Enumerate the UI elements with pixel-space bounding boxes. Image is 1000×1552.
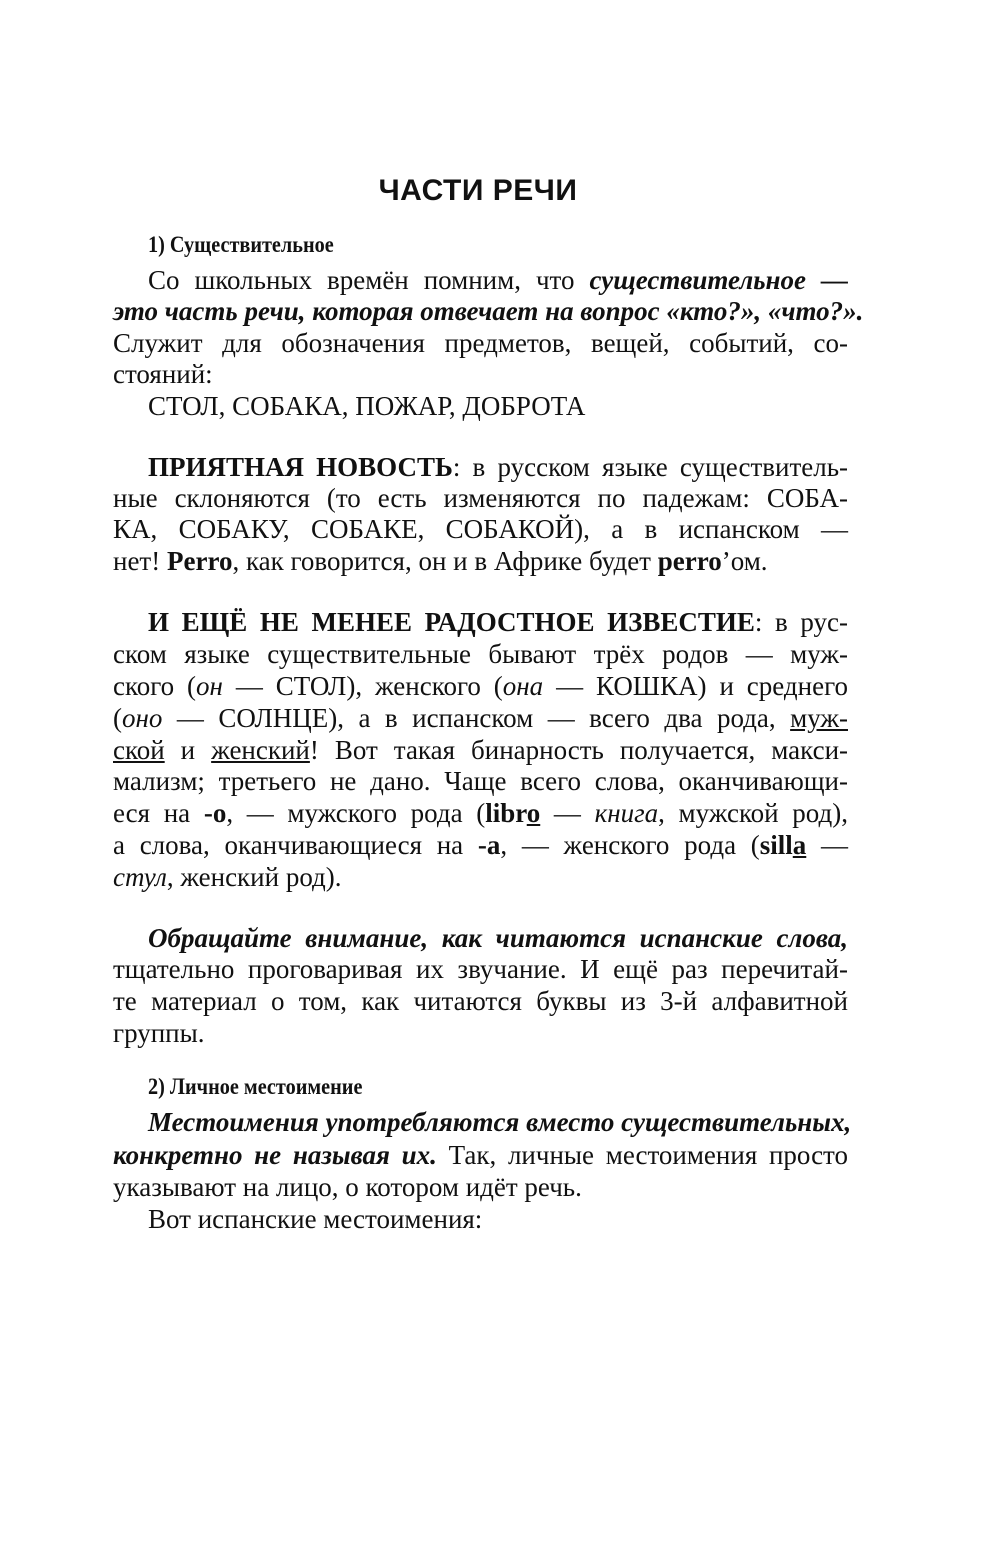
text-run: Так, личные местоимения просто: [436, 1140, 848, 1170]
text-run: ! Вот такая бинарность получается, макси-: [309, 735, 849, 765]
text-run: тщательно проговаривая их звучание. И ещё раз перечитай-: [113, 954, 848, 984]
text-run: perro: [657, 546, 722, 576]
text-run: ской: [113, 735, 165, 765]
text-run: СТОЛ, СОБАКА, ПОЖАР, ДОБРОТА: [148, 391, 586, 421]
text-line: [113, 953, 848, 985]
text-run: книга: [594, 798, 659, 828]
text-run: ные склоняются (то есть изменяются по падежам: СОБА-: [113, 483, 848, 513]
text-run: она: [502, 671, 544, 701]
section-heading-noun: 1) Существительное: [148, 232, 334, 257]
text-run: еся на: [113, 798, 204, 828]
text-line: [113, 702, 848, 734]
text-line: [113, 545, 848, 577]
text-line: [113, 358, 848, 390]
text-run: , мужской род),: [658, 798, 849, 828]
text-run: : в рус-: [754, 607, 848, 637]
text-run: Обращайте внимание, как читаются испанские слова,: [148, 923, 848, 953]
text-run: ПРИЯТНАЯ НОВОСТЬ: [148, 452, 453, 482]
text-run: И ЕЩЁ НЕ МЕНЕЕ РАДОСТНОЕ ИЗВЕСТИЕ: [148, 607, 755, 637]
text-run: (: [113, 703, 122, 733]
text-line: [113, 1017, 848, 1049]
text-run: sill: [759, 830, 793, 860]
text-line: [113, 861, 848, 893]
text-run: КА, СОБАКУ, СОБАКЕ, СОБАКОЙ), а в испанском —: [113, 514, 848, 544]
text-run: -о: [203, 798, 227, 828]
text-line: [148, 606, 848, 638]
text-run: это часть речи, которая отвечает на вопрос «кто?», «что?».: [113, 296, 864, 326]
text-line: [113, 482, 848, 514]
text-run: , как говорится, он и в Африке будет: [232, 546, 658, 576]
text-run: стояний:: [113, 359, 213, 389]
text-run: , женский род).: [166, 862, 342, 892]
section-heading-pronoun: 2) Личное местоимение: [148, 1074, 363, 1099]
text-run: существительное —: [589, 265, 848, 295]
text-run: Местоимения употребляются вместо существительных,: [148, 1107, 852, 1137]
text-line: [113, 295, 864, 327]
text-run: , — мужского рода (: [226, 798, 486, 828]
text-line: [148, 451, 848, 483]
text-line: [148, 264, 848, 296]
text-run: o: [526, 798, 541, 828]
text-run: ’ом.: [721, 546, 768, 576]
text-run: Служит для обозначения предметов, вещей, событий, со-: [113, 328, 848, 358]
text-run: : в русском языке существитель-: [452, 452, 849, 482]
text-run: а слова, оканчивающиеся на: [113, 830, 478, 860]
text-run: ского (: [113, 671, 197, 701]
text-run: конкретно не называя их.: [113, 1140, 437, 1170]
text-line: [148, 1203, 848, 1235]
text-line: [148, 1106, 852, 1138]
text-line: [113, 638, 848, 670]
text-line: [113, 1139, 848, 1171]
text-line: [113, 670, 848, 702]
text-run: a: [792, 830, 807, 860]
text-run: Вот испанские местоимения:: [148, 1204, 483, 1234]
text-run: Perro: [166, 546, 233, 576]
text-run: те материал о том, как читаются буквы из 3-й алфавитной: [113, 986, 848, 1016]
text-line: [148, 922, 848, 954]
text-run: стул: [113, 862, 167, 892]
text-line: [113, 797, 848, 829]
text-run: и: [164, 735, 212, 765]
text-run: мализм; третьего не дано. Чаще всего слова, оканчивающи-: [113, 766, 848, 796]
text-run: группы.: [113, 1018, 205, 1048]
text-run: указывают на лицо, о котором идёт речь.: [113, 1172, 582, 1202]
page-title: ЧАСТИ РЕЧИ: [378, 174, 578, 207]
text-run: —: [806, 830, 848, 860]
text-run: нет!: [113, 546, 167, 576]
text-line: [113, 985, 848, 1017]
text-line: [113, 1171, 848, 1203]
text-line: [113, 327, 848, 359]
text-line: [148, 390, 848, 422]
text-run: муж-: [790, 703, 848, 733]
text-run: , — женского рода (: [500, 830, 760, 860]
text-run: -а: [477, 830, 501, 860]
text-run: — КОШКА) и среднего: [543, 671, 848, 701]
text-line: [113, 513, 848, 545]
text-run: libr: [485, 798, 527, 828]
text-line: [113, 765, 848, 797]
text-run: Со школьных времён помним, что: [148, 265, 590, 295]
text-run: оно: [122, 703, 163, 733]
text-run: он: [196, 671, 223, 701]
text-run: ском языке существительные бывают трёх родов — муж-: [113, 639, 848, 669]
text-line: [113, 829, 848, 861]
text-run: —: [540, 798, 595, 828]
text-run: — СТОЛ), женского (: [222, 671, 503, 701]
text-run: — СОЛНЦЕ), а в испанском — всего два рода,: [162, 703, 791, 733]
text-line: [113, 734, 848, 766]
text-run: женский: [211, 735, 310, 765]
